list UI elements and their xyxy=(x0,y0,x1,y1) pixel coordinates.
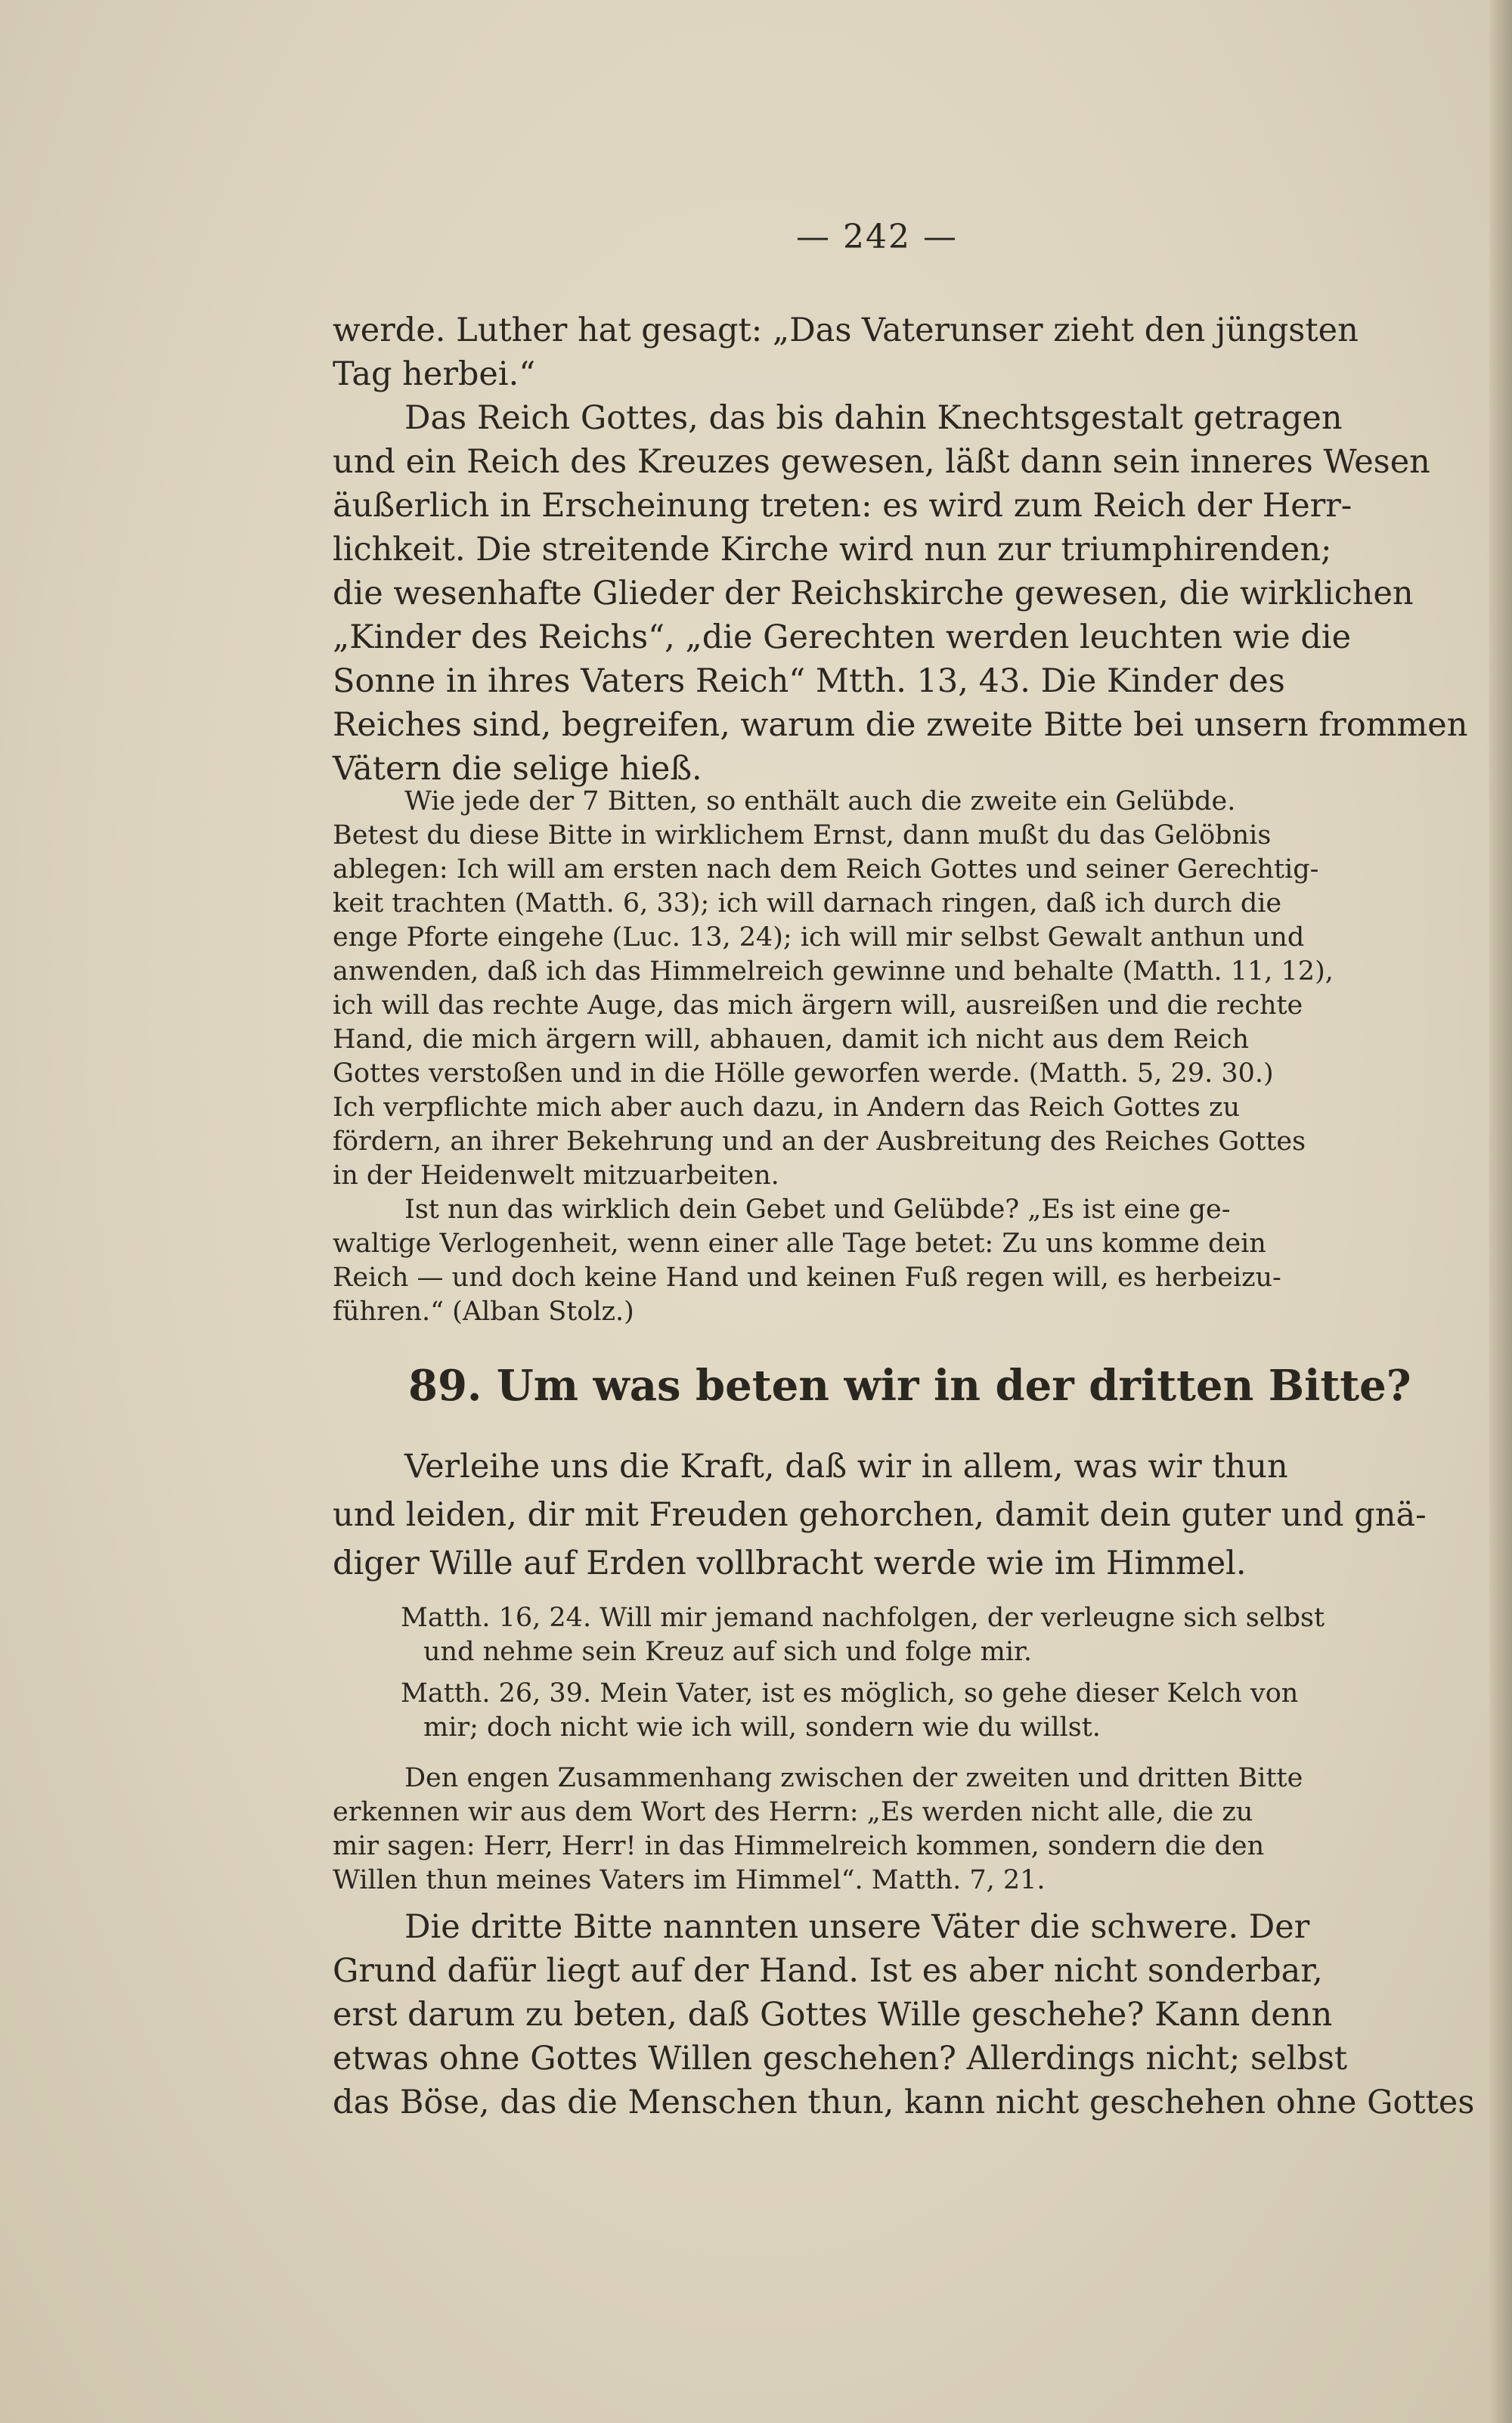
text-line: Willen thun meines Vaters im Himmel“. Matth. 7, 21. xyxy=(333,1865,1046,1895)
text-line: erkennen wir aus dem Wort des Herrn: „Es werden nicht alle, die zu xyxy=(333,1797,1253,1827)
scripture-references xyxy=(401,1601,1448,1745)
page-number: — 242 — xyxy=(796,218,958,256)
text-line: keit trachten (Matth. 6, 33); ich will darnach ringen, daß ich durch die xyxy=(333,888,1282,919)
paragraph-block-zusammenhang xyxy=(333,1761,1448,1898)
paragraph-block-dritte-bitte xyxy=(333,1905,1475,2124)
text-line: Sonne in ihres Vaters Reich“ Mtth. 13, 43. Die Kinder des xyxy=(333,662,1285,700)
reference-line: Matth. 26, 39. Mein Vater, ist es möglich, so gehe dieser Kelch von xyxy=(401,1678,1299,1709)
text-line: ablegen: Ich will am ersten nach dem Reich Gottes und seiner Gerechtig- xyxy=(333,854,1319,885)
text-line: Hand, die mich ärgern will, abhauen, damit ich nicht aus dem Reich xyxy=(333,1024,1250,1055)
text-line: Die dritte Bitte nannten unsere Väter die schwere. Der xyxy=(404,1908,1310,1946)
text-line: Gottes verstoßen und in die Hölle geworfen werde. (Matth. 5, 29. 30.) xyxy=(333,1058,1274,1089)
text-line: Reich — und doch keine Hand und keinen Fuß regen will, es herbeizu- xyxy=(333,1263,1281,1293)
text-line: Ich verpflichte mich aber auch dazu, in Andern das Reich Gottes zu xyxy=(333,1092,1240,1123)
reference-line: mir; doch nicht wie ich will, sondern wie du willst. xyxy=(423,1712,1101,1743)
reference-line: Matth. 16, 24. Will mir jemand nachfolgen, der verleugne sich selbst xyxy=(401,1603,1325,1633)
paragraph-block-geluebde xyxy=(333,785,1448,1329)
text-line: erst darum zu beten, daß Gottes Wille geschehe? Kann denn xyxy=(333,1996,1333,2034)
reference-line: und nehme sein Kreuz auf sich und folge mir. xyxy=(423,1637,1033,1667)
text-line: die wesenhafte Glieder der Reichskirche gewesen, die wirklichen xyxy=(333,575,1414,612)
text-line: äußerlich in Erscheinung treten: es wird zum Reich der Herr- xyxy=(333,487,1352,525)
text-line: anwenden, daß ich das Himmelreich gewinne und behalte (Matth. 11, 12), xyxy=(333,956,1334,987)
text-line: das Böse, das die Menschen thun, kann nicht geschehen ohne Gottes xyxy=(333,2084,1475,2121)
text-line: ich will das rechte Auge, das mich ärgern will, ausreißen und die rechte xyxy=(333,990,1303,1021)
text-line: Betest du diese Bitte in wirklichem Ernst, dann mußt du das Gelöbnis xyxy=(333,820,1272,851)
text-line: Wie jede der 7 Bitten, so enthält auch die zweite ein Gelübde. xyxy=(404,786,1236,816)
text-line: und leiden, dir mit Freuden gehorchen, damit dein guter und gnä- xyxy=(333,1496,1427,1534)
paragraph-block-reich xyxy=(333,308,1468,791)
text-line: Grund dafür liegt auf der Hand. Ist es aber nicht sonderbar, xyxy=(333,1952,1323,1990)
text-line: „Kinder des Reichs“, „die Gerechten werden leuchten wie die xyxy=(333,618,1352,656)
text-line: werde. Luther hat gesagt: „Das Vaterunser zieht den jüngsten xyxy=(333,311,1359,349)
text-line: Das Reich Gottes, das bis dahin Knechtsgestalt getragen xyxy=(404,399,1343,437)
text-line: Reiches sind, begreifen, warum die zweite Bitte bei unsern frommen xyxy=(333,706,1468,744)
text-line: führen.“ (Alban Stolz.) xyxy=(333,1297,634,1327)
text-line: Vätern die selige hieß. xyxy=(333,750,702,788)
text-line: mir sagen: Herr, Herr! in das Himmelreich kommen, sondern die den xyxy=(333,1831,1265,1861)
text-line: und ein Reich des Kreuzes gewesen, läßt dann sein inneres Wesen xyxy=(333,443,1430,481)
text-line: enge Pforte eingehe (Luc. 13, 24); ich will mir selbst Gewalt anthun und xyxy=(333,922,1305,953)
text-line: diger Wille auf Erden vollbracht werde wie im Himmel. xyxy=(333,1545,1247,1582)
text-line: Verleihe uns die Kraft, daß wir in allem, was wir thun xyxy=(404,1448,1288,1486)
text-line: waltige Verlogenheit, wenn einer alle Tage betet: Zu uns komme dein xyxy=(333,1229,1266,1259)
text-line: Tag herbei.“ xyxy=(333,355,536,393)
text-line: lichkeit. Die streitende Kirche wird nun zur triumphirenden; xyxy=(333,531,1332,569)
text-line: fördern, an ihrer Bekehrung und an der Ausbreitung des Reiches Gottes xyxy=(333,1126,1306,1157)
text-line: Ist nun das wirklich dein Gebet und Gelübde? „Es ist eine ge- xyxy=(404,1194,1231,1225)
answer-block xyxy=(333,1442,1448,1588)
text-line: Den engen Zusammenhang zwischen der zweiten und dritten Bitte xyxy=(404,1763,1303,1793)
text-line: etwas ohne Gottes Willen geschehen? Allerdings nicht; selbst xyxy=(333,2040,1348,2078)
page-edge xyxy=(1489,0,1512,2423)
text-line: in der Heidenwelt mitzuarbeiten. xyxy=(333,1160,779,1191)
question-heading: 89. Um was beten wir in der dritten Bitte? xyxy=(408,1361,1411,1411)
